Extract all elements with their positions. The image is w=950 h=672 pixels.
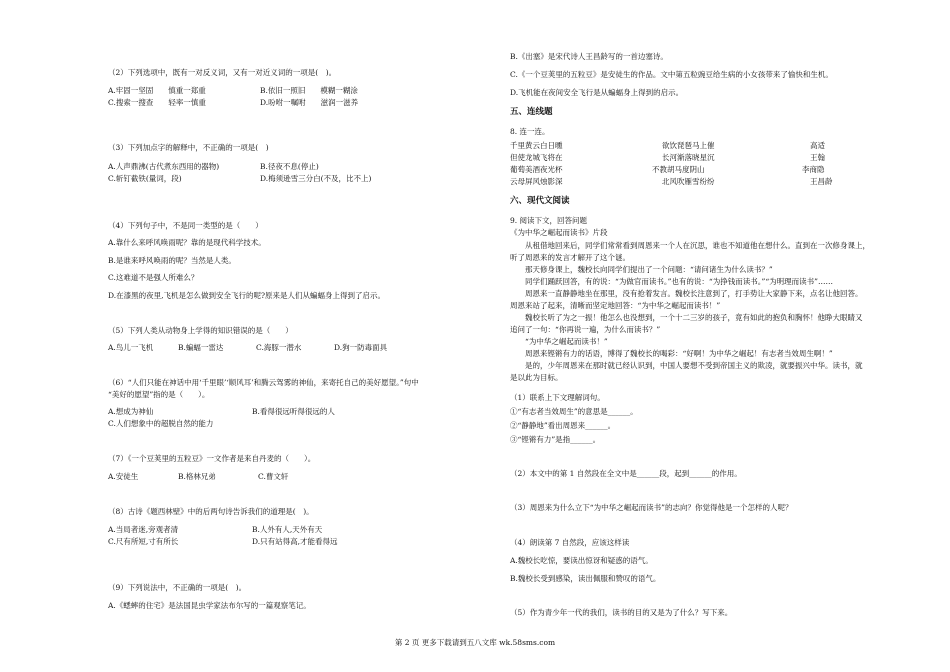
- question-3-stem: （3）下列加点字的解释中，不正确的一项是( ): [108, 143, 269, 152]
- page-footer: 第 2 页 更多下载请到五八文库 wk.58sms.com: [394, 638, 556, 647]
- match-left-3: 葡萄美酒夜光杯: [510, 165, 563, 174]
- passage-line-6: 周恩来站了起来，清晰而坚定地回答：“为中华之崛起而读书！”: [510, 301, 721, 310]
- subquestion-5: （5）作为青少年一代的我们，读书的目的又是为了什么？写下来。: [510, 608, 733, 617]
- subquestion-4-option-a: A.魏校长吃惊，要读出惊讶和疑惑的语气。: [510, 556, 653, 565]
- subquestion-1-item-3: ③“铿锵有力”是指______。: [510, 435, 601, 444]
- match-left-2: 但使龙城飞将在: [510, 153, 563, 162]
- question-5-option-c: C.海豚一潜水: [256, 343, 302, 352]
- question-9-option-a: A.《蟋蟀的住宅》是法国昆虫学家法布尔写的一篇观察笔记。: [108, 601, 311, 610]
- match-right-1: 高适: [810, 141, 825, 150]
- passage-line-7: 魏校长听了为之一振！他怎么也没想到，一个十二三岁的孩子，竟有如此的抱负和胸怀！他睁大眼睛又: [510, 313, 863, 322]
- question-6-stem-line-2: “美好的愿望”指的是（ ）。: [108, 390, 210, 399]
- section-5-heading: 五、连线题: [510, 107, 553, 117]
- match-left-4: 云母屏风烛影深: [510, 177, 563, 186]
- question-5-option-b: B.蝙蝠一雷达: [178, 343, 224, 352]
- question-9-stem: （9）下列说法中，不正确的一项是( )。: [108, 583, 247, 592]
- question-5-stem: （5）下列人类从动物身上学得的知识错误的是（ ）: [108, 326, 293, 335]
- question-4-option-a: A.靠什么来呼风唤雨呢？靠的是现代科学技术。: [108, 238, 266, 247]
- subquestion-1-stem: （1）联系上下文理解词句。: [510, 393, 605, 402]
- matching-question-stem: 8. 连一连。: [510, 127, 550, 136]
- question-3-option-b: B.径夜不息(停止): [260, 162, 319, 171]
- question-6-option-b: B.看得很远听得很远的人: [252, 407, 335, 416]
- subquestion-1-item-2: ②“静静地”看出周恩来______。: [510, 421, 616, 430]
- question-4-stem: （4）下列句子中，不是同一类型的是（ ）: [108, 221, 263, 230]
- question-7-option-b: B.格林兄弟: [178, 472, 216, 481]
- match-middle-3: 不教胡马度阴山: [652, 165, 705, 174]
- question-7-option-a: A.安徒生: [108, 472, 139, 481]
- question-7-stem: （7）《一个豆荚里的五粒豆》一文作者是来自丹麦的（ ）。: [108, 454, 316, 463]
- question-6-option-a: A.想成为神仙: [108, 407, 154, 416]
- question-2-option-d: D.吩咐一嘱咐 滋润一滋养: [260, 98, 359, 107]
- question-6-option-c: C.人们想象中的超脱自然的能力: [108, 419, 214, 428]
- question-3-option-c: C.斩钉截铁(量词，段): [108, 174, 182, 183]
- passage-line-4: 同学们踊跃回答，有的说：“为做官而读书。”也有的说：“为挣钱而读书。”“为明理而读书”……: [510, 277, 834, 286]
- question-4-option-b: B.是谁来呼风唤雨的呢？当然是人类。: [108, 256, 236, 265]
- passage-line-2: 听了周恩来的发言才解开了这个谜。: [510, 253, 630, 262]
- subquestion-1-item-1: ①“有志者当效周生”的意思是______。: [510, 407, 638, 416]
- question-8-option-d: D.只有站得高,才能看得远: [252, 537, 338, 546]
- question-8-stem: （8）古诗《题西林壁》中的后两句诗告诉我们的道理是( )。: [108, 507, 314, 516]
- question-8-option-c: C.尺有所短,寸有所长: [108, 537, 179, 546]
- question-5-option-d: D.狗一防毒面具: [334, 343, 388, 352]
- question-2-option-b: B.依旧一照旧 模糊一糊涂: [260, 86, 358, 95]
- subquestion-4-stem: （4）朗读第 7 自然段，应该这样读: [510, 538, 630, 547]
- passage-line-9: “为中华之崛起而读书！”: [510, 337, 608, 346]
- question-9-option-d: D.飞机能在夜间安全飞行是从蝙蝠身上得到的启示。: [510, 88, 684, 97]
- question-4-option-d: D.在漆黑的夜里,飞机是怎么做到安全飞行的呢?原来是人们从蝙蝠身上得到了启示。: [108, 291, 386, 300]
- question-3-option-d: D.梅须逊雪三分白(不及，比不上): [260, 174, 372, 183]
- subquestion-3: （3）周恩来为什么立下“为中华之崛起而读书”的志向？你觉得他是一个怎样的人呢？: [510, 503, 793, 512]
- match-middle-2: 长河渐落晓星沉: [662, 153, 715, 162]
- match-middle-4: 北风吹雁雪纷纷: [662, 177, 715, 186]
- question-8-option-b: B.人外有人,天外有天: [252, 525, 323, 534]
- match-right-3: 李商隐: [802, 165, 825, 174]
- passage-line-10: 周恩来铿锵有力的话语，博得了魏校长的喝彩：“好啊！为中华之崛起！有志者当效周生啊！”: [510, 349, 833, 358]
- passage-line-3: 那天修身课上，魏校长向同学们提出了一个问题：“请问诸生为什么读书？”: [510, 265, 773, 274]
- subquestion-2: （2）本文中的第 1 自然段在全文中是______段，起到______的作用。: [510, 469, 742, 478]
- question-3-option-a: A.人声鼎沸(古代煮东西用的器物): [108, 162, 220, 171]
- match-right-4: 王昌龄: [810, 177, 833, 186]
- question-5-option-a: A.鸟儿一飞机: [108, 343, 154, 352]
- question-7-option-c: C.曹文轩: [258, 472, 289, 481]
- question-4-option-c: C.这难道不是强人所难么？: [108, 273, 199, 282]
- match-left-1: 千里黄云白日曛: [510, 141, 563, 150]
- question-8-option-a: A.当局者迷,旁观者清: [108, 525, 179, 534]
- reading-question-stem: 9. 阅读下文，回答问题: [510, 216, 588, 225]
- question-2-option-a: A.牢固一坚固 慎重一郑重: [108, 86, 206, 95]
- question-2-stem: （2）下列选项中，既有一对反义词，又有一对近义词的一项是( )。: [108, 68, 337, 77]
- passage-line-5: 周恩来一直静静地坐在那里，没有抢着发言。魏校长注意到了，打手势让大家静下来，点名让他回答。: [510, 289, 863, 298]
- question-9-option-b: B.《出塞》是宋代诗人王昌龄写的一首边塞诗。: [510, 52, 668, 61]
- match-right-2: 王翰: [810, 153, 825, 162]
- passage-line-1: 从租借地回来后，同学们常常看到周恩来一个人在沉思，谁也不知道他在想什么。直到在一次修身课上，: [510, 241, 870, 250]
- passage-line-8: 追问了一句：“你再说一遍，为什么而读书？”: [510, 325, 661, 334]
- question-9-option-c: C.《一个豆荚里的五粒豆》是安徒生的作品。文中第五粒豌豆给生病的小女孩带来了愉快和生机。: [510, 70, 833, 79]
- passage-line-12: 是以此为目标。: [510, 373, 563, 382]
- passage-line-11: 是的，少年周恩来在那时就已经认识到，中国人要想不受到帝国主义的欺凌，就要振兴中华。读书，就: [510, 361, 863, 370]
- passage-title: 《为中华之崛起而读书》片段: [510, 228, 608, 237]
- subquestion-4-option-b: B.魏校长受到感染，读出佩服和赞叹的语气。: [510, 574, 661, 583]
- section-6-heading: 六、现代文阅读: [510, 196, 570, 206]
- match-middle-1: 欲饮琵琶马上催: [662, 141, 715, 150]
- question-2-option-c: C.搜索一搜查 轻率一慎重: [108, 98, 206, 107]
- question-6-stem-line-1: （6）“人们只能在神话中用‘千里眼’‘顺风耳’和腾云驾雾的神仙，来寄托自己的美好愿望。”句中: [108, 378, 419, 387]
